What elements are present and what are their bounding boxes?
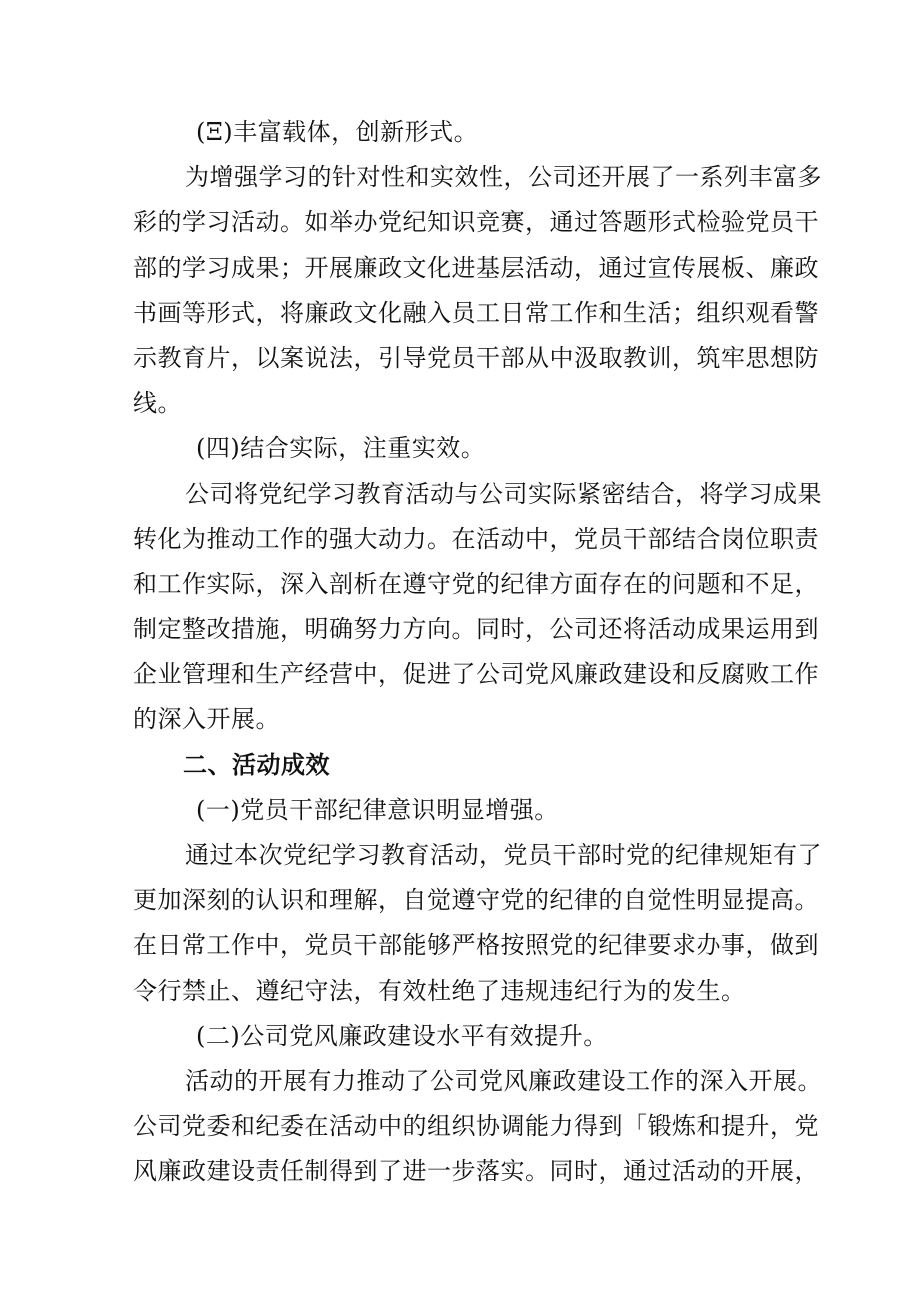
paragraph-line: 线。 (133, 389, 182, 418)
paragraph-line: 示教育片，以案说法，引导党员干部从中汲取教训，筑牢思想防 (133, 343, 819, 372)
subheading-4: (四)结合实际，注重实效。 (196, 434, 486, 463)
subheading-1: (一)党员干部纪律意识明显增强。 (196, 795, 559, 824)
subheading-3: (Ξ)丰富载体，创新形式。 (196, 118, 479, 146)
paragraph-line: 在日常工作中，党员干部能够严格按照党的纪律要求办事，做到 (133, 931, 819, 960)
paragraph-line: 更加深刻的认识和理解，自觉遵守党的纪律的自觉性明显提高。 (133, 886, 819, 915)
subheading-2: (二)公司党风廉政建设水平有效提升。 (196, 1021, 608, 1050)
paragraph-line: 和工作实际，深入剖析在遵守党的纪律方面存在的问题和不足， (133, 569, 819, 598)
document-body (133, 110, 822, 1195)
paragraph-line: 彩的学习活动。如举办党纪知识竞赛，通过答题形式检验党员干 (133, 208, 819, 237)
paragraph-line: 公司将党纪学习教育活动与公司实际紧密结合，将学习成果 (185, 479, 822, 508)
paragraph-line: 转化为推动工作的强大动力。在活动中，党员干部结合岗位职责 (133, 524, 819, 553)
paragraph-line: 为增强学习的针对性和实效性，公司还开展了一系列丰富多 (185, 163, 822, 192)
paragraph-line: 的深入开展。 (133, 705, 280, 734)
paragraph-line: 企业管理和生产经营中，促进了公司党风廉政建设和反腐败工作 (133, 660, 819, 689)
paragraph-line: 活动的开展有力推动了公司党风廉政建设工作的深入开展。 (185, 1066, 822, 1095)
paragraph-line: 通过本次党纪学习教育活动，党员干部时党的纪律规矩有了 (185, 841, 822, 869)
paragraph-line: 制定整改措施，明确努力方向。同时，公司还将活动成果运用到 (133, 615, 819, 644)
paragraph-line: 部的学习成果；开展廉政文化进基层活动，通过宣传展板、廉政 (133, 253, 819, 282)
paragraph-line: 风廉政建设责任制得到了进一步落实。同时，通过活动的开展， (133, 1157, 819, 1186)
paragraph-line: 书画等形式，将廉政文化融入员工日常工作和生活；组织观看警 (133, 298, 819, 327)
section-heading: 二、活动成效 (183, 750, 330, 779)
paragraph-line: 公司党委和纪委在活动中的组织协调能力得到「锻炼和提升，党 (133, 1112, 819, 1141)
paragraph-line: 令行禁止、遵纪守法，有效杜绝了违规违纪行为的发生。 (133, 976, 746, 1005)
